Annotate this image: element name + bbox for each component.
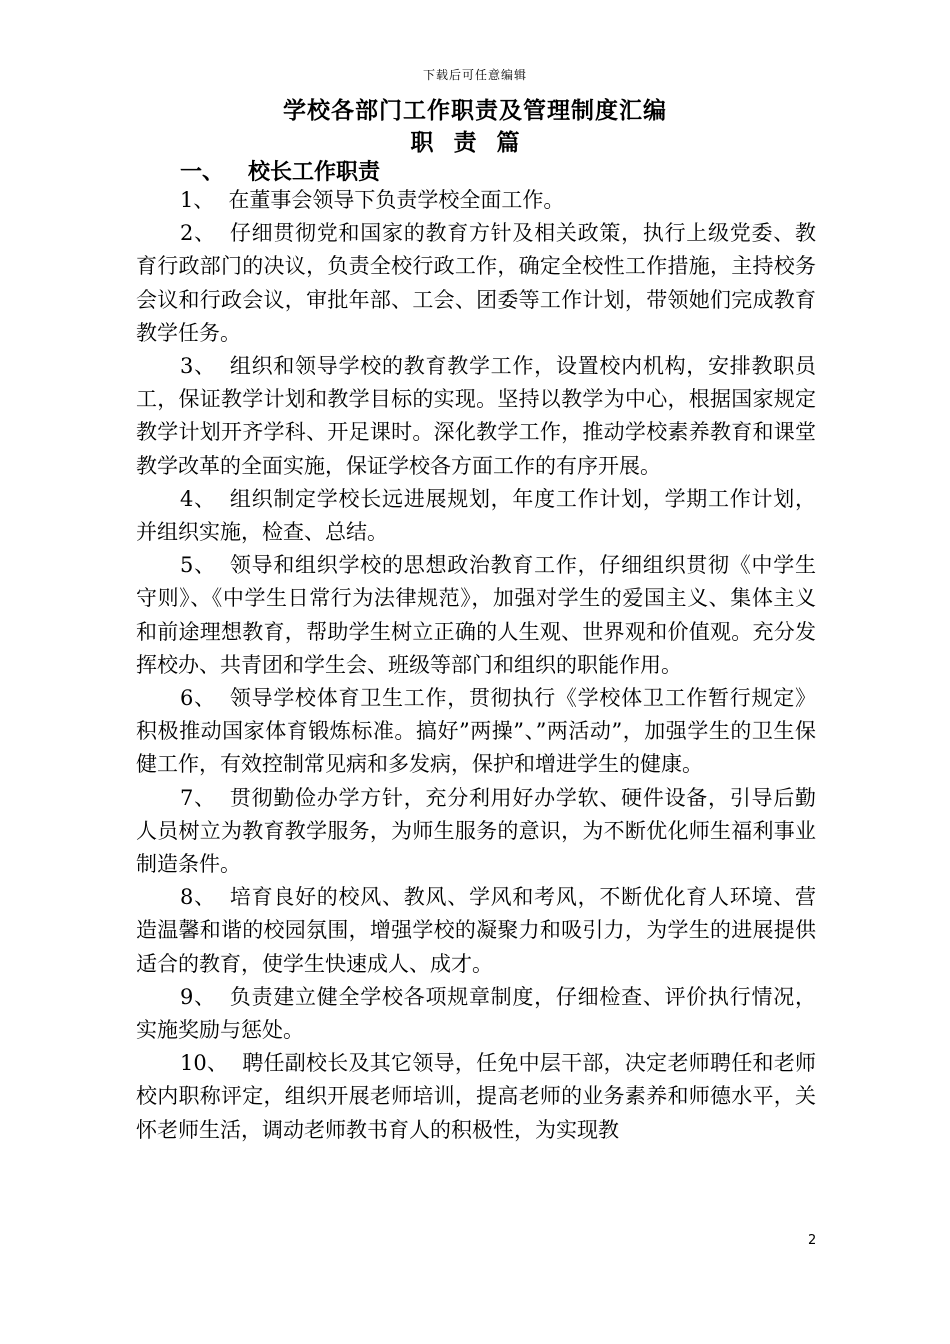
paragraph: [136, 981, 816, 1047]
paragraph-text: 培育良好的校风、教风、学风和考风，不断优化育人环境、营造温馨和谐的校园氛围，增强学校的凝聚力和吸引力，为学生的进展提供适合的教育，使学生快速成人、成才。: [136, 885, 816, 976]
paragraph-number: 3、: [180, 354, 216, 379]
paragraph-number: 9、: [180, 984, 216, 1009]
paragraph-text: 聘任副校长及其它领导，任免中层干部，决定老师聘任和老师校内职称评定，组织开展老师培训，提高老师的业务素养和师德水平，关怀老师生活，调动老师教书育人的积极性，为实现教: [136, 1051, 816, 1142]
paragraph: [136, 483, 816, 549]
paragraph: [136, 782, 816, 882]
paragraph-text: 领导学校体育卫生工作，贯彻执行《学校体卫工作暂行规定》积极推动国家体育锻炼标准。搞好”两操”、”两活动”，加强学生的卫生保健工作，有效控制常见病和多发病，保护和增进学生的健康。: [136, 686, 816, 777]
page-number: 2: [808, 1233, 817, 1248]
paragraph: [136, 881, 816, 981]
paragraph: [136, 549, 816, 682]
paragraph-text: 在董事会领导下负责学校全面工作。: [228, 188, 565, 212]
paragraph-number: 6、: [180, 686, 216, 711]
paragraph-number: 10、: [180, 1051, 229, 1076]
paragraph-number: 8、: [180, 885, 216, 910]
paragraph-text: 领导和组织学校的思想政治教育工作，仔细组织贯彻《中学生守则》、《中学生日常行为法律规范》，加强对学生的爱国主义、集体主义和前途理想教育，帮助学生树立正确的人生观、世界观和价值观。充分发挥校办、共青团和学生会、班级等部门和组织的职能作用。: [136, 553, 816, 677]
paragraph: [136, 1047, 816, 1147]
paragraph: [136, 184, 816, 217]
paragraph: [136, 350, 816, 483]
paragraph-number: 7、: [180, 785, 216, 810]
paragraph-text: 负责建立健全学校各项规章制度，仔细检查、评价执行情况，实施奖励与惩处。: [136, 984, 816, 1043]
section-heading-text: 校长工作职责: [248, 160, 381, 185]
document-body: [136, 184, 816, 1147]
section-heading: [180, 155, 380, 186]
header-note: 下载后可任意编辑: [422, 68, 527, 82]
paragraph-number: 1、: [180, 188, 215, 212]
paragraph-text: 贯彻勤俭办学方针，充分利用好办学软、硬件设备，引导后勤人员树立为教育教学服务，为师生服务的意识，为不断优化师生福利事业制造条件。: [136, 785, 816, 877]
paragraph-number: 2、: [180, 221, 216, 246]
paragraph-text: 组织和领导学校的教育教学工作，设置校内机构，安排教职员工，保证教学计划和教学目标的实现。坚持以教学为中心，根据国家规定教学计划开齐学科、开足课时。深化教学工作，推动学校素养教育和课堂教学改革的全面实施，保证学校各方面工作的有序开展。: [136, 354, 816, 478]
paragraph-text: 仔细贯彻党和国家的教育方针及相关政策，执行上级党委、教育行政部门的决议，负责全校行政工作，确定全校性工作措施，主持校务会议和行政会议，审批年部、工会、团委等工作计划，带领她们完成教育教学任务。: [136, 221, 816, 345]
paragraph-number: 4、: [180, 486, 216, 511]
paragraph: [136, 682, 816, 782]
paragraph-number: 5、: [180, 553, 216, 578]
section-number: 一、: [180, 160, 225, 185]
paragraph: [136, 217, 816, 350]
document-title: 学校各部门工作职责及管理制度汇编: [283, 98, 667, 124]
part-title: 职责篇: [410, 130, 540, 156]
paragraph-text: 组织制定学校长远进展规划，年度工作计划，学期工作计划，并组织实施，检查、总结。: [136, 486, 816, 545]
